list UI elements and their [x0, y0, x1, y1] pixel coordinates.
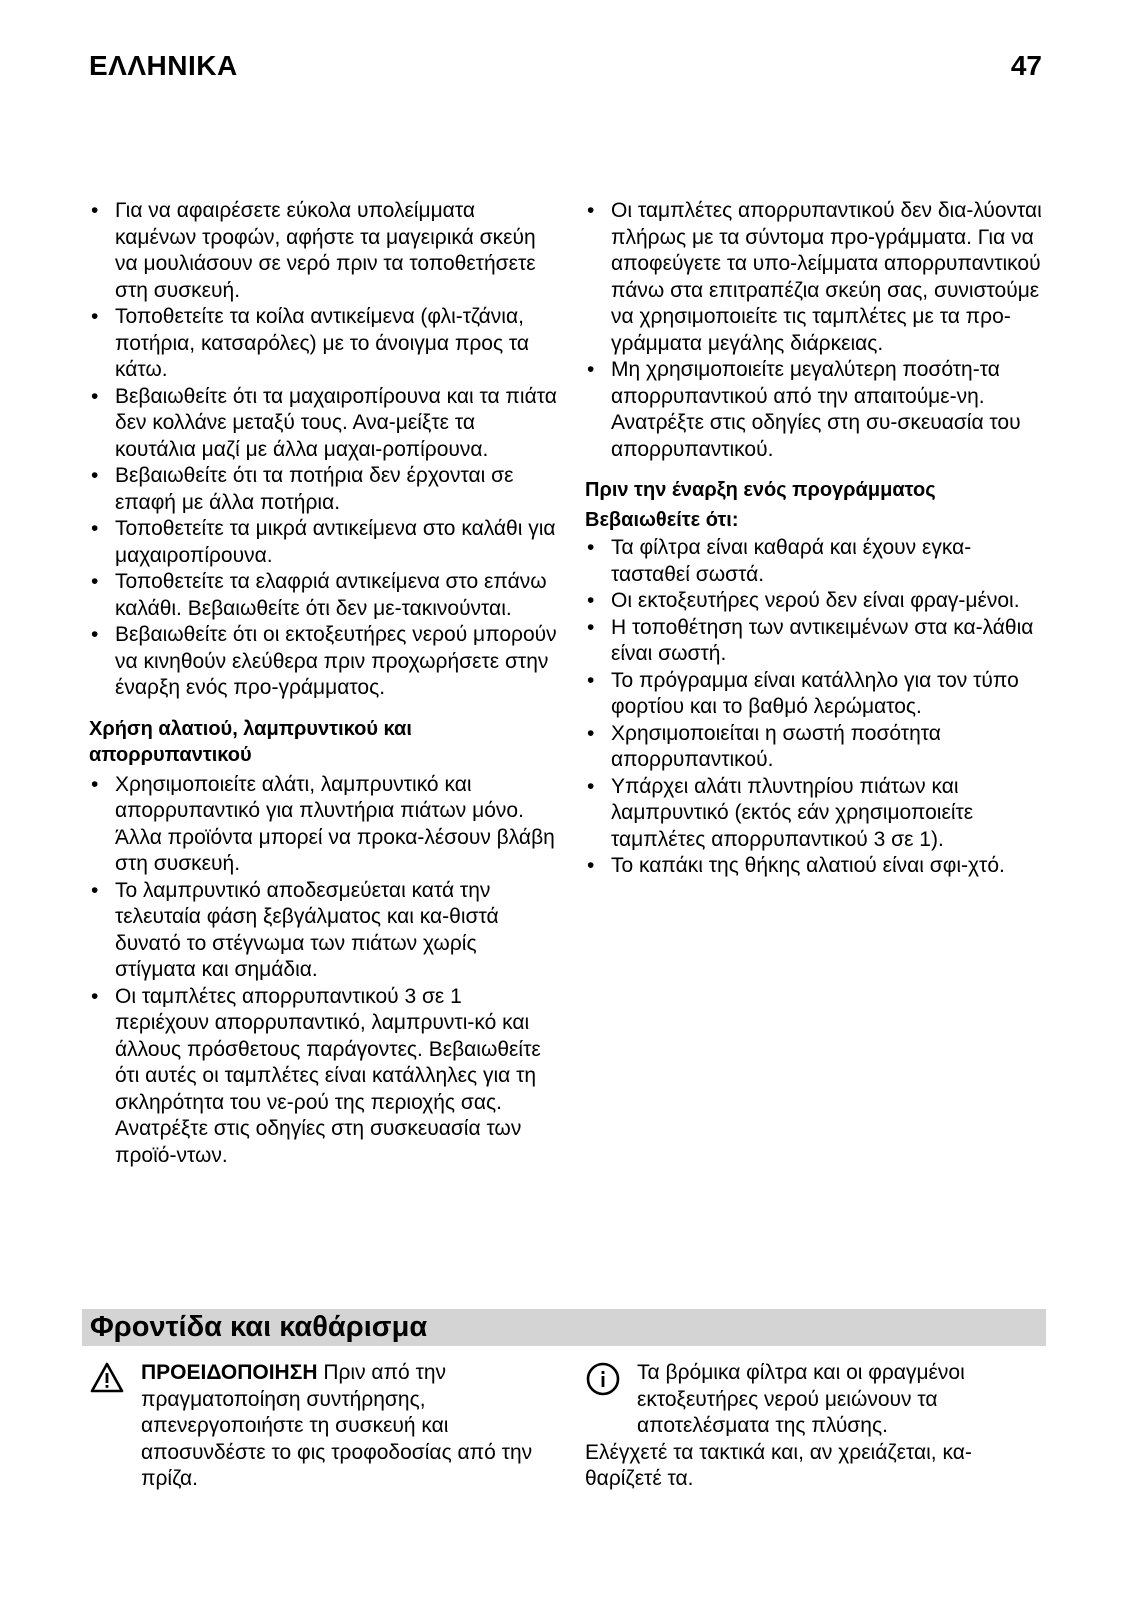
tablets-list: [585, 198, 1045, 463]
warning-text: Πριν από την πραγματοποίηση συντήρησης, απενεργοποιήστε τη συσκευή και αποσυνδέστε το φις τροφοδοσίας από την πρίζα.: [141, 1361, 533, 1490]
warning-triangle-icon: [89, 1360, 125, 1396]
list-item: • Μη χρησιμοποιείτε μεγαλύτερη ποσότη-τα απορρυπαντικού από την απαιτούμε-νη. Ανατρέξτε στις οδηγίες στη συ-σκευασία του απορρυπαντικού.: [585, 357, 1045, 463]
list-item: • Οι ταμπλέτες απορρυπαντικού δεν δια-λύονται πλήρως με τα σύντομα προ-γράμματα. Για να αποφεύγετε τα υπο-λείμματα απορρυπαντικού πάνω στα επιτραπέζια σκεύη σας, συνιστούμε να χρησιμοποιείτε τις ταμπλέτες με τα προ-γράμματα μεγάλης διάρκειας.: [585, 198, 1045, 357]
subheading-before-start: Πριν την έναρξη ενός προγράμματος: [585, 479, 936, 501]
checklist: [585, 535, 1045, 880]
tips-list: [89, 198, 559, 702]
list-item: • Οι εκτοξευτήρες νερού δεν είναι φραγ-μένοι.: [585, 588, 1045, 615]
list-item: • Τοποθετείτε τα ελαφριά αντικείμενα στο επάνω καλάθι. Βεβαιωθείτε ότι δεν με-τακινούνται.: [89, 569, 559, 622]
list-item: • Για να αφαιρέσετε εύκολα υπολείμματα καμένων τροφών, αφήστε τα μαγειρικά σκεύη να μουλιάσουν σε νερό πριν τα τοποθετήσετε στη συσκευή.: [89, 198, 559, 304]
list-item: • Υπάρχει αλάτι πλυντηρίου πιάτων και λαμπρυντικό (εκτός εάν χρησιμοποιείτε ταμπλέτες απορρυπαντικού 3 σε 1).: [585, 774, 1045, 854]
left-column: [89, 198, 559, 1169]
list-item: • Βεβαιωθείτε ότι τα μαχαιροπίρουνα και τα πιάτα δεν κολλάνε μεταξύ τους. Ανα-μείξτε τα κουτάλια μαζί με άλλα μαχαι-ροπίρουνα.: [89, 384, 559, 464]
list-item: • Το καπάκι της θήκης αλατιού είναι σφι-χτό.: [585, 853, 1045, 880]
info-block: [585, 1360, 1045, 1493]
list-item: • Χρησιμοποιείτε αλάτι, λαμπρυντικό και απορρυπαντικό για πλυντήρια πιάτων μόνο. Άλλα προϊόντα μπορεί να προκα-λέσουν βλάβη στη συσκευή.: [89, 772, 559, 878]
warning-label: ΠΡΟΕΙΔΟΠΟΙΗΣΗ: [141, 1361, 318, 1384]
list-item: • Βεβαιωθείτε ότι οι εκτοξευτήρες νερού μπορούν να κινηθούν ελεύθερα πριν προχωρήσετε στην έναρξη ενός προ-γράμματος.: [89, 622, 559, 702]
list-item: • Χρησιμοποιείται η σωστή ποσότητα απορρυπαντικού.: [585, 721, 1045, 774]
page-number: 47: [1010, 50, 1042, 81]
warning-block: [89, 1360, 559, 1493]
list-item: • Βεβαιωθείτε ότι τα ποτήρια δεν έρχονται σε επαφή με άλλα ποτήρια.: [89, 463, 559, 516]
list-item: • Τα φίλτρα είναι καθαρά και έχουν εγκα-τασταθεί σωστά.: [585, 535, 1045, 588]
list-item: • Το λαμπρυντικό αποδεσμεύεται κατά την τελευταία φάση ξεβγάλματος και κα-θιστά δυνατό το στέγνωμα των πιάτων χωρίς στίγματα και σημάδια.: [89, 878, 559, 984]
section-header: [82, 1309, 1046, 1346]
right-column: [585, 198, 1045, 880]
list-item: • Η τοποθέτηση των αντικειμένων στα κα-λάθια είναι σωστή.: [585, 615, 1045, 668]
list-item: • Τοποθετείτε τα κοίλα αντικείμενα (φλι-τζάνια, ποτήρια, κατσαρόλες) με το άνοιγμα προς τα κάτω.: [89, 304, 559, 384]
subheading-salt-rinse-detergent: Χρήση αλατιού, λαμπρυντικού και απορρυπαντικού: [89, 717, 412, 766]
list-item: • Το πρόγραμμα είναι κατάλληλο για τον τύπο φορτίου και το βαθμό λερώματος.: [585, 668, 1045, 721]
subheading-make-sure: Βεβαιωθείτε ότι:: [585, 509, 739, 531]
info-text-2: Ελέγχετέ τα τακτικά και, αν χρειάζεται, κα-θαρίζετέ τα.: [585, 1440, 972, 1490]
info-circle-icon: [585, 1360, 621, 1396]
info-text: Τα βρόμικα φίλτρα και οι φραγμένοι εκτοξευτήρες νερού μειώνουν τα αποτελέσματα της πλύσης.: [637, 1361, 965, 1437]
section-title: Φροντίδα και καθάρισμα: [90, 1311, 428, 1343]
list-item: • Τοποθετείτε τα μικρά αντικείμενα στο καλάθι για μαχαιροπίρουνα.: [89, 516, 559, 569]
header-language: ΕΛΛΗΝΙΚΑ: [89, 50, 238, 81]
detergent-list: [89, 772, 559, 1170]
list-item: • Οι ταμπλέτες απορρυπαντικού 3 σε 1 περιέχουν απορρυπαντικό, λαμπρυντι-κό και άλλους πρόσθετους παράγοντες. Βεβαιωθείτε ότι αυτές οι ταμπλέτες είναι κατάλληλες για τη σκληρότητα του νε-ρού της περιοχής σας. Ανατρέξτε στις οδηγίες στη συσκευασία των προϊό-ντων.: [89, 984, 559, 1170]
